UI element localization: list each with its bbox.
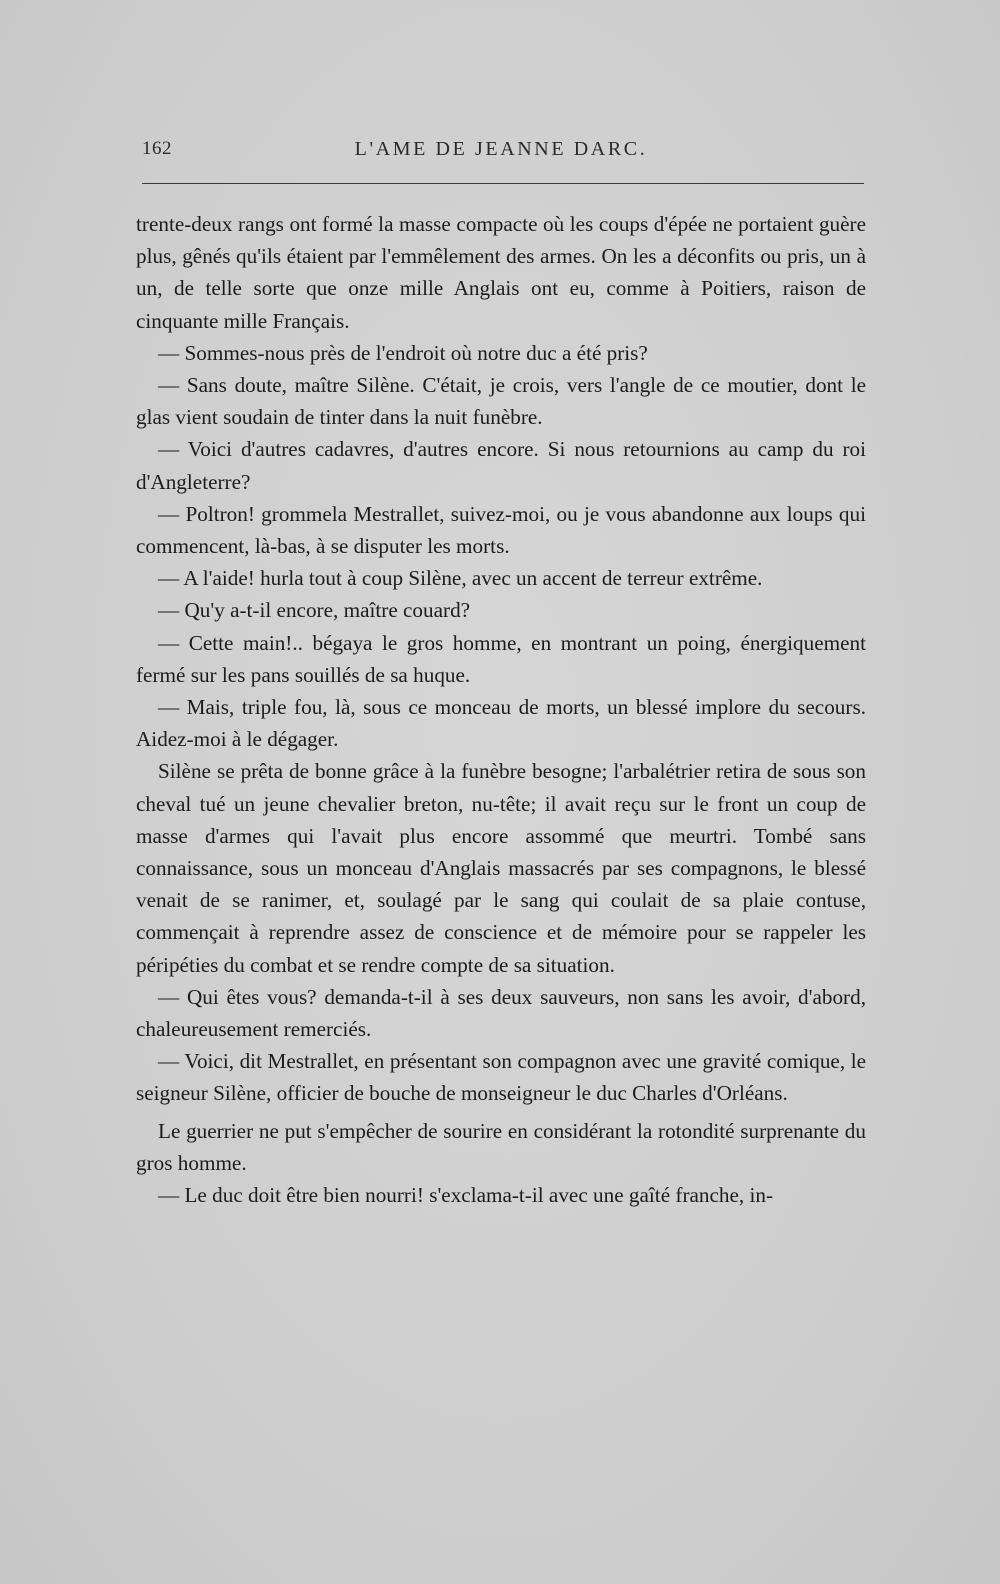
- paragraph: — Voici d'autres cadavres, d'autres encore. Si nous retournions au camp du roi d'Angleterre?: [136, 437, 866, 494]
- paragraph: — Cette main!.. bégaya le gros homme, en montrant un poing, énergiquement fermé sur les pans souillés de sa huque.: [136, 630, 866, 687]
- paragraph: — Voici, dit Mestrallet, en présentant son compagnon avec une gravité comique, le seigneur Silène, officier de bouche de monseigneur le duc Charles d'Orléans.: [136, 1049, 866, 1106]
- body-text: [136, 208, 866, 1211]
- header-rule: [142, 183, 864, 184]
- paragraph: — Sommes-nous près de l'endroit où notre duc a été pris?: [158, 340, 648, 365]
- paragraph: — Mais, triple fou, là, sous ce monceau de morts, un blessé implore du secours. Aidez-moi à le dégager.: [136, 695, 866, 752]
- paragraph: — Le duc doit être bien nourri! s'exclama-t-il avec une gaîté franche, in-: [158, 1183, 774, 1208]
- paragraph: — Qui êtes vous? demanda-t-il à ses deux sauveurs, non sans les avoir, d'abord, chaleureusement remerciés.: [136, 984, 866, 1042]
- paragraph: trente-deux rangs ont formé la masse compacte où les coups d'épée ne portaient guère plus, gênés qu'ils étaient par l'emmêlement des armes. On les a déconfits ou pris, un à un, de telle sorte que onze mille Anglais ont eu, comme à Poitiers, raison de cinquante mille Français.: [136, 212, 866, 333]
- paragraph: Le guerrier ne put s'empêcher de sourire en considérant la rotondité surprenante du gros homme.: [136, 1118, 866, 1175]
- paragraph: — Sans doute, maître Silène. C'était, je crois, vers l'angle de ce moutier, dont le glas vient soudain de tinter dans la nuit funèbre.: [136, 373, 866, 430]
- paragraph: — Qu'y a-t-il encore, maître couard?: [158, 598, 471, 623]
- paragraph: — A l'aide! hurla tout à coup Silène, avec un accent de terreur extrême.: [158, 566, 763, 591]
- running-title: L'AME DE JEANNE DARC.: [354, 138, 648, 160]
- running-head: [140, 138, 862, 168]
- paragraph: Silène se prêta de bonne grâce à la funèbre besogne; l'arbalétrier retira de sous son cheval tué un jeune chevalier breton, nu-tête; il avait reçu sur le front un coup de masse d'armes qui l'avait plus encore assommé que meurtri. Tombé sans connaissance, sous un monceau d'Anglais massacrés par ses compagnons, le blessé venait de se ranimer, et, soulagé par le sang qui coulait de sa plaie contuse, commençait à reprendre assez de conscience et de mémoire pour se rappeler les péripéties du combat et se rendre compte de sa situation.: [136, 759, 866, 977]
- paragraph: — Poltron! grommela Mestrallet, suivez-moi, ou je vous abandonne aux loups qui commencent, là-bas, à se disputer les morts.: [136, 501, 866, 559]
- page-number: 162: [142, 138, 172, 159]
